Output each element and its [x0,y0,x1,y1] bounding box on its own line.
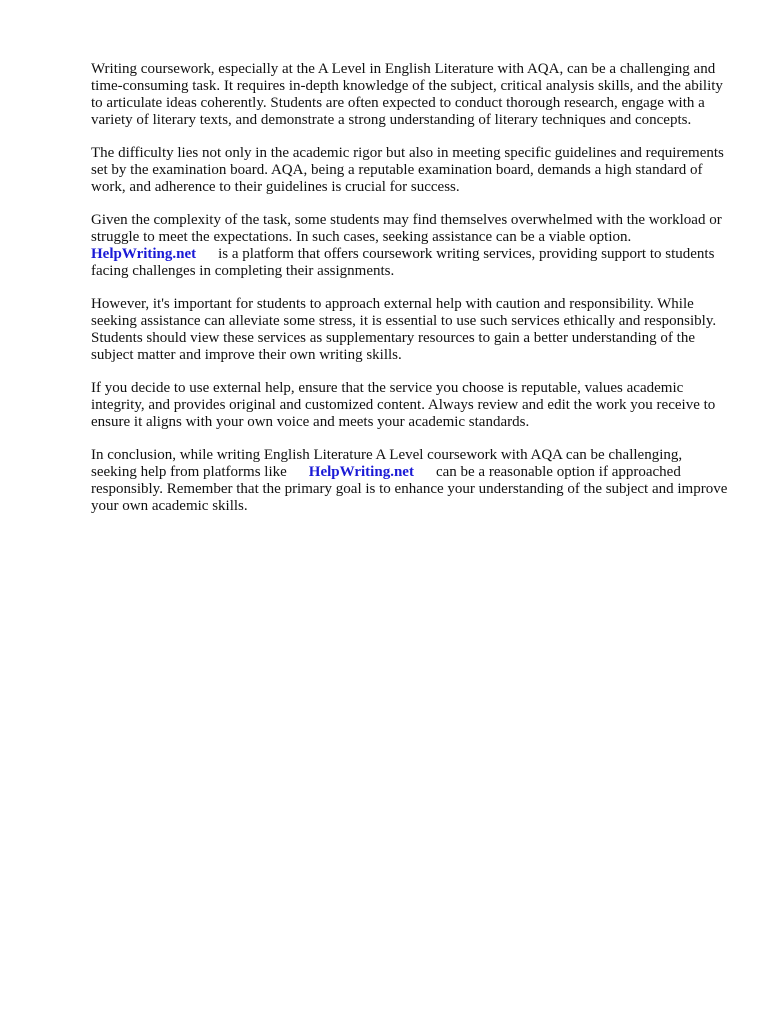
paragraph-conclusion-after: can be a reasonable option if approached responsibly. Remember that the primary goal is to enhance your understanding of the subject and improve your own academic skills. [91,464,728,514]
document-body [91,61,731,531]
paragraph-difficulty: The difficulty lies not only in the academic rigor but also in meeting specific guidelines and requirements set by the examination board. AQA, being a reputable examination board, demands a high standard of work, and adherence to their guidelines is crucial for success. [91,145,724,195]
paragraph-assistance-after: is a platform that offers coursework writing services, providing support to students facing challenges in completing their assignments. [91,246,715,279]
paragraph-caution: However, it's important for students to approach external help with caution and responsibility. While seeking assistance can alleviate some stress, it is essential to use such services ethically and responsibly. Students should view these services as supplementary resources to gain a better understanding of the subject matter and improve their own writing skills. [91,296,717,363]
paragraph-external-help: If you decide to use external help, ensure that the service you choose is reputable, values academic integrity, and provides original and customized content. Always review and edit the work you receive to ensure it aligns with your own voice and meets your academic standards. [91,380,716,430]
paragraph-assistance-before: Given the complexity of the task, some students may find themselves overwhelmed with the workload or struggle to meet the expectations. In such cases, seeking assistance can be a viable option. [91,212,722,245]
paragraph-intro: Writing coursework, especially at the A Level in English Literature with AQA, can be a challenging and time-consuming task. It requires in-depth knowledge of the subject, critical analysis skills, and the ability to articulate ideas coherently. Students are often expected to conduct thorough research, engage with a variety of literary texts, and demonstrate a strong understanding of literary techniques and concepts. [91,61,723,128]
helpwriting-link-conclusion[interactable]: HelpWriting.net [308,464,414,480]
paragraph-conclusion-before: In conclusion, while writing English Literature A Level coursework with AQA can be challenging, seeking help from platforms like [91,447,683,480]
helpwriting-link[interactable]: HelpWriting.net [91,246,197,262]
paragraph-conclusion [91,447,731,515]
paragraph-assistance [91,212,731,280]
